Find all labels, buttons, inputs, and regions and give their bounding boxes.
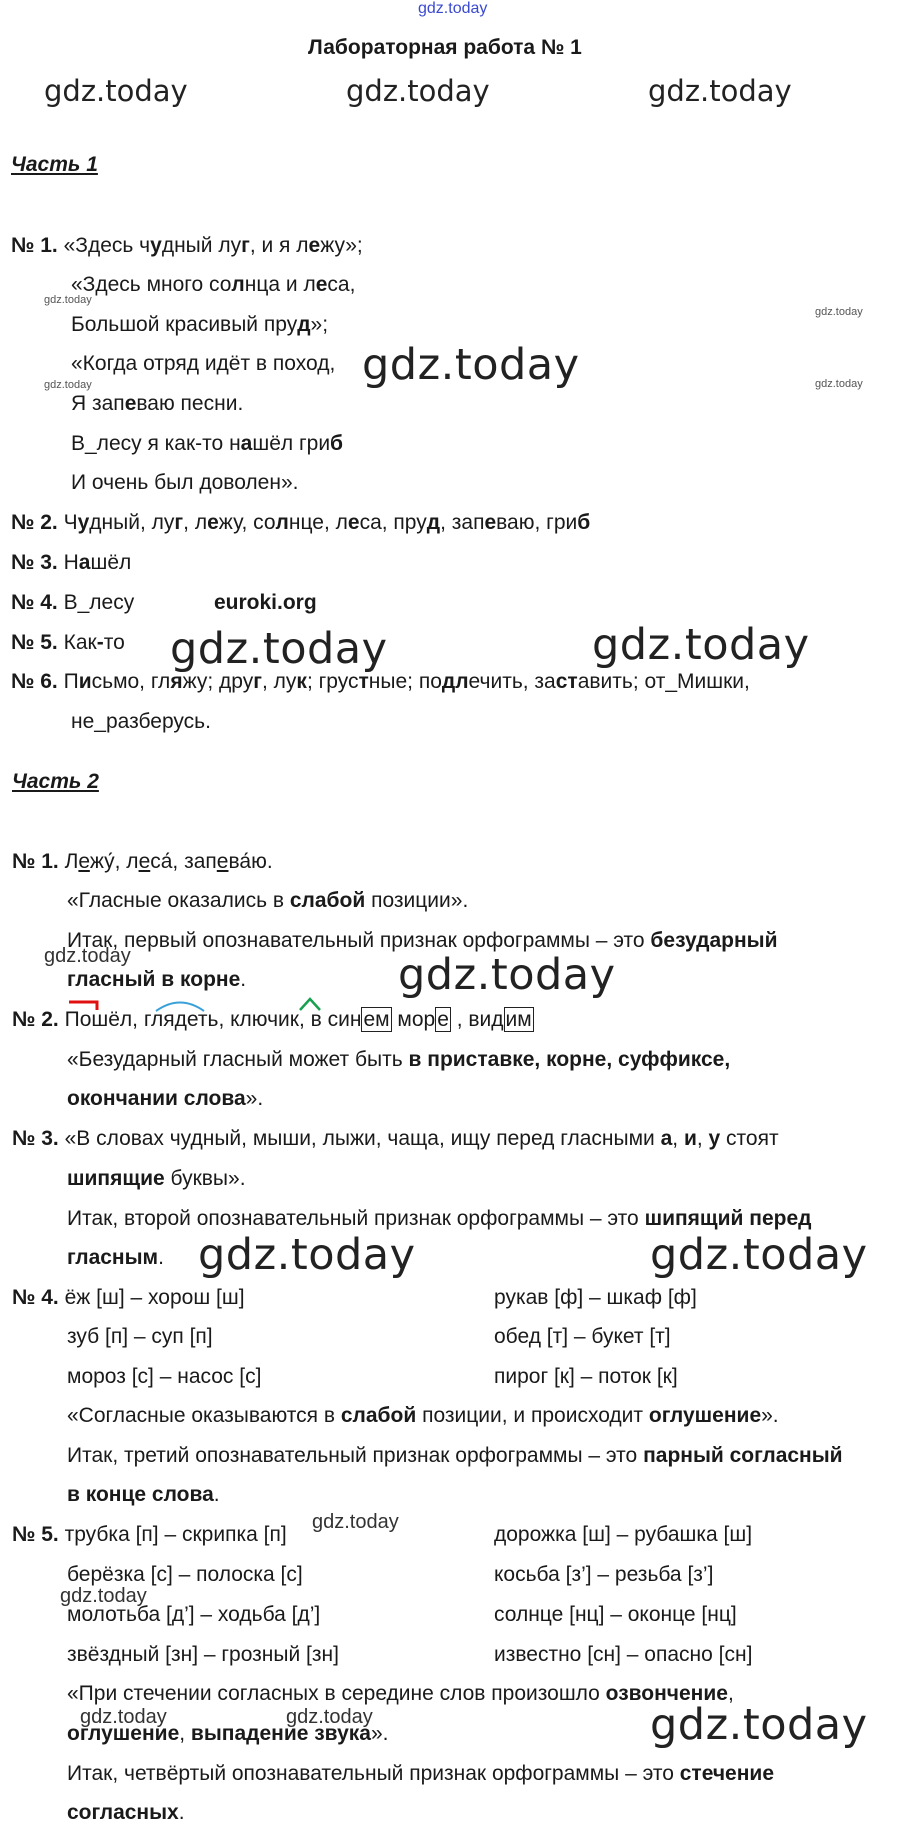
watermark: gdz.today bbox=[650, 1700, 868, 1750]
word-pair: зуб [п] – суп [п] bbox=[67, 1325, 213, 1348]
text-line: Итак, первый опознавательный признак орфограммы – это безударный bbox=[67, 929, 778, 952]
poem-line: И очень был доволен». bbox=[71, 471, 299, 494]
text-line: «При стечении согласных в середине слов произошло озвончение, bbox=[67, 1682, 734, 1705]
text-line: гласным. bbox=[67, 1246, 164, 1269]
text-line: согласных. bbox=[67, 1801, 185, 1824]
word-pair: мороз [с] – насос [с] bbox=[67, 1365, 262, 1388]
text-bold: г bbox=[241, 234, 250, 257]
watermark: gdz.today bbox=[398, 950, 616, 1000]
watermark: gdz.today bbox=[650, 1230, 868, 1280]
text: «Здесь ч bbox=[63, 234, 151, 257]
watermark: gdz.today bbox=[286, 1706, 373, 1728]
ending-box: е bbox=[437, 1008, 449, 1031]
word-pair: звёздный [зн] – грозный [зн] bbox=[67, 1643, 339, 1666]
text-line: в конце слова. bbox=[67, 1483, 220, 1506]
task-p1-2: № 2. Чудный, луг, лежу, солнце, леса, пруд, запеваю, гриб bbox=[11, 511, 591, 534]
text-line: Итак, третий опознавательный признак орфограммы – это парный согласный bbox=[67, 1444, 843, 1467]
poem-line: «Здесь много солнца и леса, bbox=[71, 273, 356, 296]
word-pair: обед [т] – букет [т] bbox=[494, 1325, 671, 1348]
task-p2-5: № 5. трубка [п] – скрипка [п] bbox=[12, 1523, 287, 1546]
text-line: Итак, четвёртый опознавательный признак орфограммы – это стечение bbox=[67, 1762, 775, 1785]
task-p2-3: № 3. «В словах чудный, мыши, лыжи, чаща, ищу перед гласными а, и, у стоят bbox=[12, 1127, 779, 1150]
watermark: gdz.today bbox=[312, 1511, 399, 1533]
word-pair: косьба [з’] – резьба [з’] bbox=[494, 1563, 714, 1586]
page-title: Лабораторная работа № 1 bbox=[308, 36, 582, 59]
text-bold: е bbox=[308, 234, 321, 257]
text-line: Итак, второй опознавательный признак орфограммы – это шипящий перед bbox=[67, 1207, 812, 1230]
task-p2-1: № 1. Лежу́, леса́, запева́ю. bbox=[12, 850, 273, 873]
text-line: не_разберусь. bbox=[71, 710, 211, 733]
watermark: gdz.today bbox=[346, 74, 490, 108]
text-line: гласный в корне. bbox=[67, 968, 247, 991]
text-line: оглушение, выпадение звука». bbox=[67, 1722, 389, 1745]
prefix-mark bbox=[69, 1002, 97, 1010]
text-line: «Безударный гласный может быть в приставке, корне, суффиксе, bbox=[67, 1048, 731, 1071]
text: , и я л bbox=[249, 234, 309, 257]
watermark: gdz.today bbox=[44, 294, 92, 306]
watermark: gdz.today bbox=[60, 1585, 147, 1607]
text-line: «Согласные оказываются в слабой позиции, и происходит оглушение». bbox=[67, 1404, 779, 1427]
text-line: шипящие буквы». bbox=[67, 1167, 246, 1190]
watermark: gdz.today bbox=[815, 378, 863, 390]
task-p1-6: № 6. Письмо, гляжу; друг, лук; грустные; подлечить, заставить; от_Мишки, bbox=[11, 670, 750, 693]
text: дный лу bbox=[161, 234, 242, 257]
task-p1-5: № 5. Как-то bbox=[11, 631, 125, 654]
watermark: gdz.today bbox=[44, 945, 131, 967]
watermark: gdz.today bbox=[170, 624, 388, 674]
ending-box: ем bbox=[363, 1008, 390, 1031]
watermark: gdz.today bbox=[44, 379, 92, 391]
word-pair: дорожка [ш] – рубашка [ш] bbox=[494, 1523, 753, 1546]
part2-heading: Часть 2 bbox=[12, 770, 99, 793]
suffix-mark bbox=[300, 999, 320, 1010]
task-number: № 1. bbox=[11, 234, 58, 257]
task-p2-4: № 4. ёж [ш] – хорош [ш] bbox=[12, 1286, 245, 1309]
watermark-euroki: euroki.org bbox=[214, 591, 317, 614]
poem-line: Я запеваю песни. bbox=[71, 392, 244, 415]
word-pair: пирог [к] – поток [к] bbox=[494, 1365, 678, 1388]
watermark: gdz.today bbox=[815, 306, 863, 318]
poem-line: В_лесу я как-то нашёл гриб bbox=[71, 432, 344, 455]
task-p2-2: № 2. Пошёл, глядеть, ключик, в синем море , видим bbox=[12, 1008, 532, 1031]
text-bold: у bbox=[150, 234, 162, 257]
word-pair: берёзка [с] – полоска [с] bbox=[67, 1563, 303, 1586]
watermark: gdz.today bbox=[362, 340, 580, 390]
watermark: gdz.today bbox=[198, 1230, 416, 1280]
poem-line: Большой красивый пруд»; bbox=[71, 313, 329, 336]
word-pair: известно [сн] – опасно [сн] bbox=[494, 1643, 753, 1666]
text: жу»; bbox=[320, 234, 363, 257]
ending-box: им bbox=[505, 1008, 532, 1031]
word-pair: рукав [ф] – шкаф [ф] bbox=[494, 1286, 697, 1309]
watermark: gdz.today bbox=[592, 620, 810, 670]
task-p1-3: № 3. Нашёл bbox=[11, 551, 132, 574]
poem-line: «Когда отряд идёт в поход, bbox=[71, 352, 336, 375]
watermark: gdz.today bbox=[80, 1706, 167, 1728]
text-line: «Гласные оказались в слабой позиции». bbox=[67, 889, 469, 912]
text-line: окончании слова». bbox=[67, 1087, 264, 1110]
root-arc bbox=[156, 1003, 204, 1012]
watermark: gdz.today bbox=[648, 74, 792, 108]
task-p1-4: № 4. В_лесу bbox=[11, 591, 135, 614]
watermark: gdz.today bbox=[44, 74, 188, 108]
watermark-top: gdz.today bbox=[418, 0, 488, 17]
part1-heading: Часть 1 bbox=[11, 153, 98, 176]
word-pair: солнце [нц] – оконце [нц] bbox=[494, 1603, 737, 1626]
word-pair: молотьба [д’] – ходьба [д’] bbox=[67, 1603, 321, 1626]
